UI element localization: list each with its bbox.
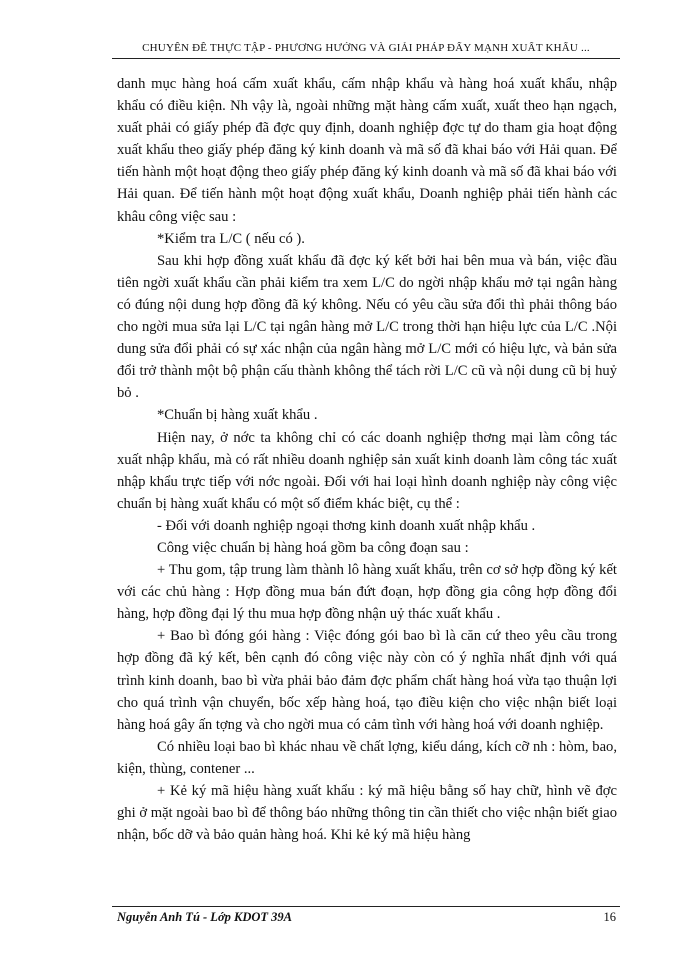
footer-divider [112,906,620,907]
footer-author: Nguyễn Anh Tú - Lớp KDOT 39A [117,910,293,924]
paragraph: Công việc chuẩn bị hàng hoá gồm ba công đoạn sau : [157,539,469,556]
paragraph: + Kẻ ký mã hiệu hàng xuất khẩu : ký mã hiệu bằng số hay chữ, hình vẽ đợc ghi ở mặt ngoài bao bì để thông báo những thông tin cần thiết cho việc nhận biết giao nhận, bốc dỡ và bảo quản hàng hoá. Khi kẻ ký mã hiệu hàng [117,783,617,844]
paragraph: - Đối với doanh nghiệp ngoại thơng kinh doanh xuất nhập khẩu . [157,517,536,534]
paragraph: *Kiểm tra L/C ( nếu có ). [157,230,305,247]
paragraph: *Chuẩn bị hàng xuất khẩu . [157,407,318,424]
paragraph: Sau khi hợp đồng xuất khẩu đã đợc ký kết bởi hai bên mua và bán, việc đầu tiên ngời xuất khẩu cần phải kiểm tra xem L/C do ngời nhập khẩu mở tại ngân hàng có đúng nội dung hợp đồng đã ký không. Nếu có yêu cầu sửa đổi thì phải thông báo cho ngời mua sửa lại L/C tại ngân hàng mở L/C trong thời hạn hiệu lực của L/C .Nội dung sửa đổi phải có sự xác nhận của ngân hàng mở L/C mới có hiệu lực, và bản sửa đổi trở thành một bộ phận cấu thành không thể tách rời L/C cũ và nội dung cũ bị huỷ bỏ . [117,252,617,402]
paragraph: Có nhiều loại bao bì khác nhau về chất lợng, kiểu dáng, kích cỡ nh : hòm, bao, kiện, thùng, contener ... [117,738,617,777]
paragraph: + Bao bì đóng gói hàng : Việc đóng gói bao bì là căn cứ theo yêu cầu trong hợp đồng đã ký kết, bên cạnh đó công việc này còn có ý nghĩa nhất định với quá trình kinh doanh, bao bì vừa phải bảo đảm đợc phẩm chất hàng hoá vừa tạo thuận lợi cho quá trình vận chuyển, bốc xếp hàng hoá, tạo điều kiện cho việc nhận biết loại hàng hoá gây ấn tợng và cho ngời mua có cảm tình với hàng hoá với doanh nghiệp. [117,628,617,733]
paragraph: danh mục hàng hoá cấm xuất khẩu, cấm nhập khẩu và hàng hoá xuất khẩu, nhập khẩu có điều kiện. Nh vậy là, ngoài những mặt hàng cấm xuất, xuất theo hạn ngạch, xuất phải có giấy phép đã đợc quy định, doanh nghiệp đợc tự do tham gia hoạt động xuất khẩu theo giấy phép đăng ký kinh doanh và mã số đã khai báo với Hải quan. Để tiến hành một hoạt động theo giấy phép đăng ký kinh doanh và mã số đã khai báo với Hải quan. Để tiến hành một hoạt động xuất khẩu, Doanh nghiệp phải tiến hành các khâu công việc sau : [117,76,617,225]
page-header: CHUYÊN ĐỀ THỰC TẬP - PHƯƠNG HƯỚNG VÀ GIẢI PHÁP ĐẨY MẠNH XUẤT KHẨU ... [142,42,590,54]
paragraph: Hiện nay, ở nớc ta không chỉ có các doanh nghiệp thơng mại làm công tác xuất nhập khẩu, mà có rất nhiều doanh nghiệp sản xuất kinh doanh làm công tác xuất nhập khẩu trực tiếp với nớc ngoài. Đối với hai loại hình doanh nghiệp này công việc chuẩn bị hàng xuất khẩu có một số điểm khác biệt, cụ thể : [117,429,617,512]
paragraph: + Thu gom, tập trung làm thành lô hàng xuất khẩu, trên cơ sở hợp đồng ký kết với các chủ hàng : Hợp đồng mua bán đứt đoạn, hợp đồng gia công hợp đồng đổi hàng, hợp đồng đại lý thu mua hợp đồng nhận uỷ thác xuất khẩu . [117,562,617,623]
header-divider [112,58,620,59]
page-number: 16 [603,910,616,924]
document-body [117,73,617,846]
